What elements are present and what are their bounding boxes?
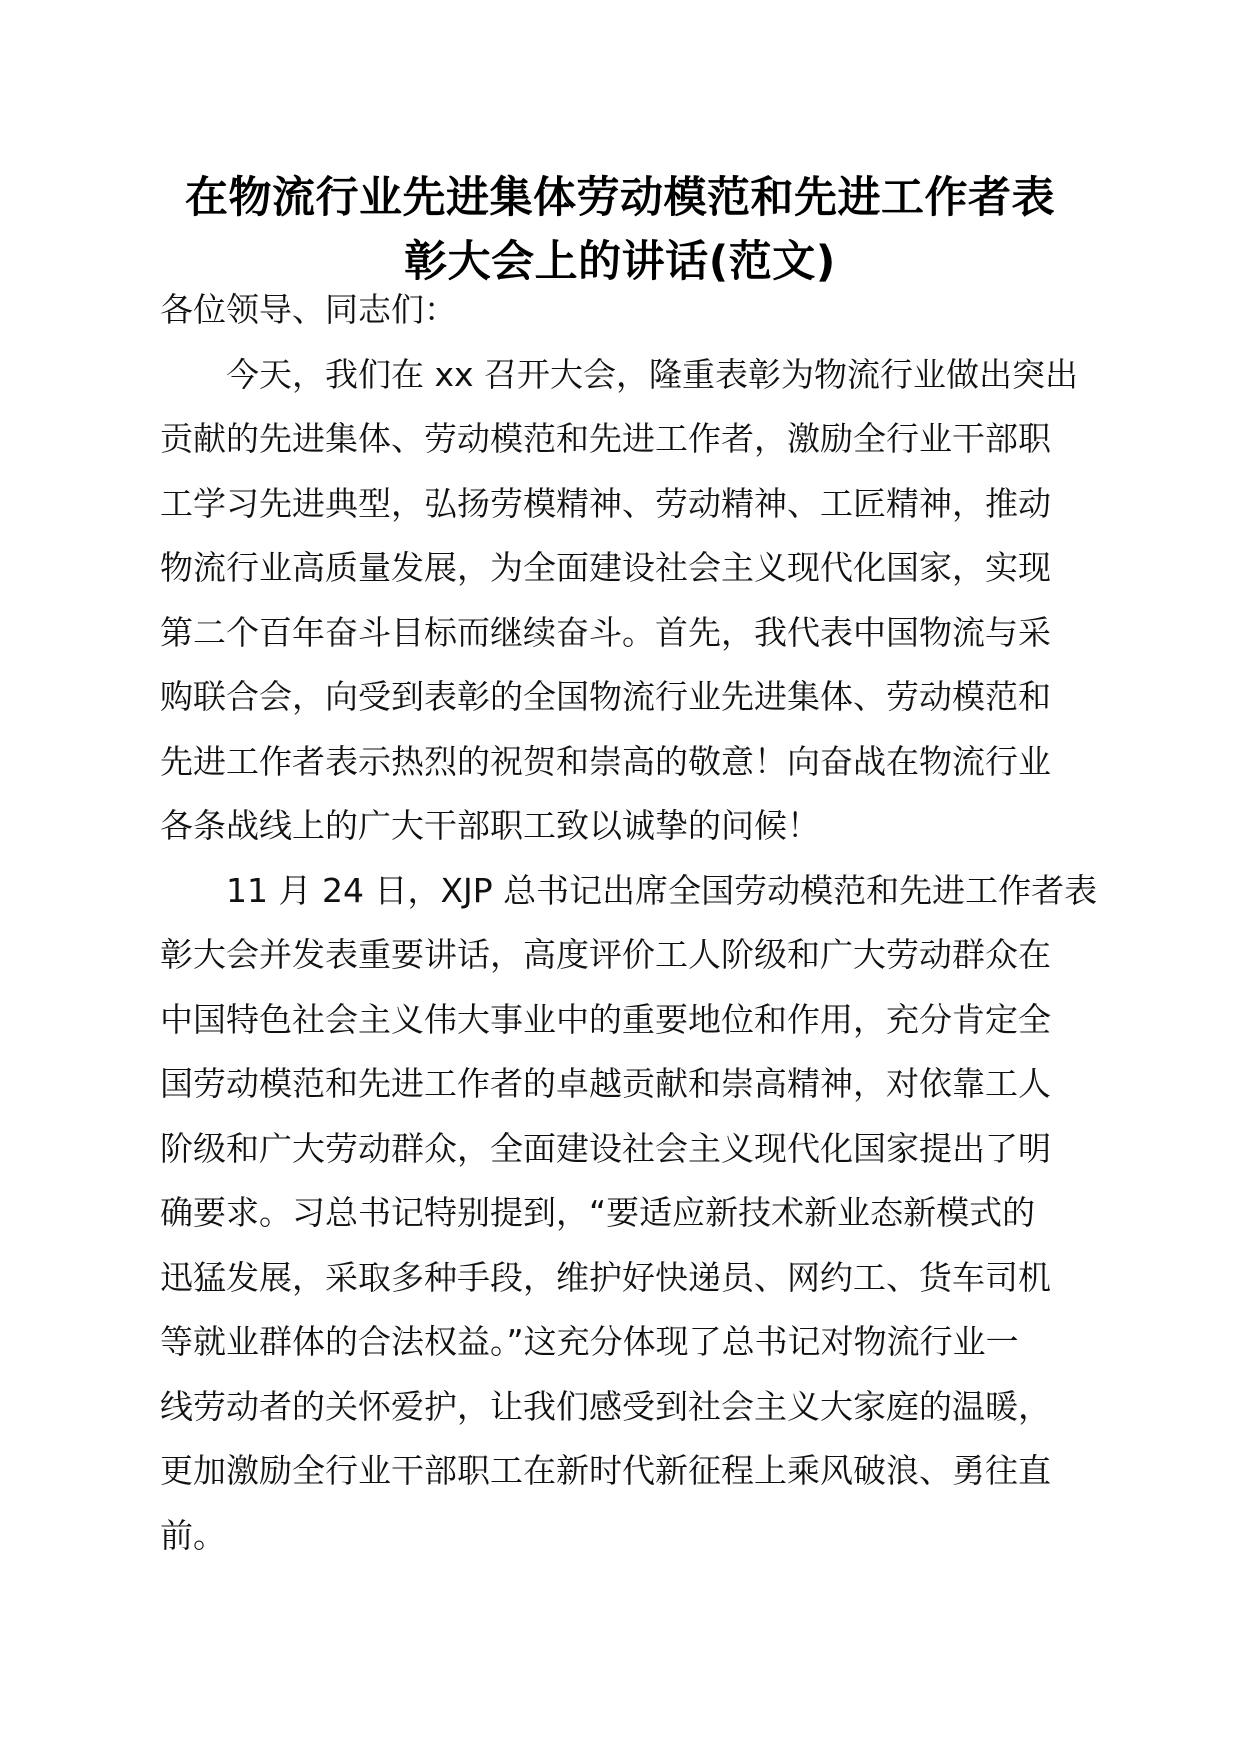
paragraph-line: 彰大会并发表重要讲话，高度评价工人阶级和广大劳动群众在 <box>160 935 1051 974</box>
paragraph-line: 阶级和广大劳动群众，全面建设社会主义现代化国家提出了明 <box>160 1128 1051 1168</box>
paragraph-line: 工学习先进典型，弘扬劳模精神、劳动精神、工匠精神，推动 <box>160 483 1051 523</box>
paragraph-line: 中国特色社会主义伟大事业中的重要地位和作用，充分肯定全 <box>160 999 1051 1039</box>
paragraph-line: 各条战线上的广大干部职工致以诚挚的问候！ <box>160 806 820 845</box>
paragraph-line: 物流行业高质量发展，为全面建设社会主义现代化国家，实现 <box>160 548 1051 587</box>
paragraph-line: 先进工作者表示热烈的祝贺和崇高的敬意！向奋战在物流行业 <box>160 741 1051 781</box>
document-body <box>160 278 1098 1568</box>
document-title <box>150 166 1090 294</box>
paragraph-line: 购联合会，向受到表彰的全国物流行业先进集体、劳动模范和 <box>160 677 1051 716</box>
paragraph-line: 确要求。习总书记特别提到，“要适应新技术新业态新模式的 <box>160 1193 1036 1232</box>
title-line: 在物流行业先进集体劳动模范和先进工作者表 <box>185 173 1055 223</box>
paragraph-line: 第二个百年奋斗目标而继续奋斗。首先，我代表中国物流与采 <box>160 612 1051 652</box>
paragraph-line: 国劳动模范和先进工作者的卓越贡献和崇高精神，对依靠工人 <box>160 1064 1051 1103</box>
paragraph-line: 线劳动者的关怀爱护，让我们感受到社会主义大家庭的温暖， <box>160 1386 1051 1426</box>
paragraph-2 <box>160 859 1098 1569</box>
paragraph-line: 贡献的先进集体、劳动模范和先进工作者，激励全行业干部职 <box>160 419 1051 458</box>
paragraph-line: 前。 <box>160 1515 226 1555</box>
paragraph-line: 11 月 24 日，XJP 总书记出席全国劳动模范和先进工作者表 <box>160 870 1098 910</box>
salutation: 各位领导、同志们： <box>160 290 457 329</box>
paragraph-1 <box>160 343 1090 859</box>
title-line: 彰大会上的讲话(范文) <box>404 237 836 287</box>
paragraph-line: 更加激励全行业干部职工在新时代新征程上乘风破浪、勇往直 <box>160 1451 1051 1490</box>
paragraph-line: 等就业群体的合法权益。”这充分体现了总书记对物流行业一 <box>160 1322 1019 1361</box>
paragraph-line: 迅猛发展，采取多种手段，维护好快递员、网约工、货车司机 <box>160 1257 1051 1297</box>
paragraph-line: 今天，我们在 xx 召开大会，隆重表彰为物流行业做出突出 <box>160 354 1079 394</box>
